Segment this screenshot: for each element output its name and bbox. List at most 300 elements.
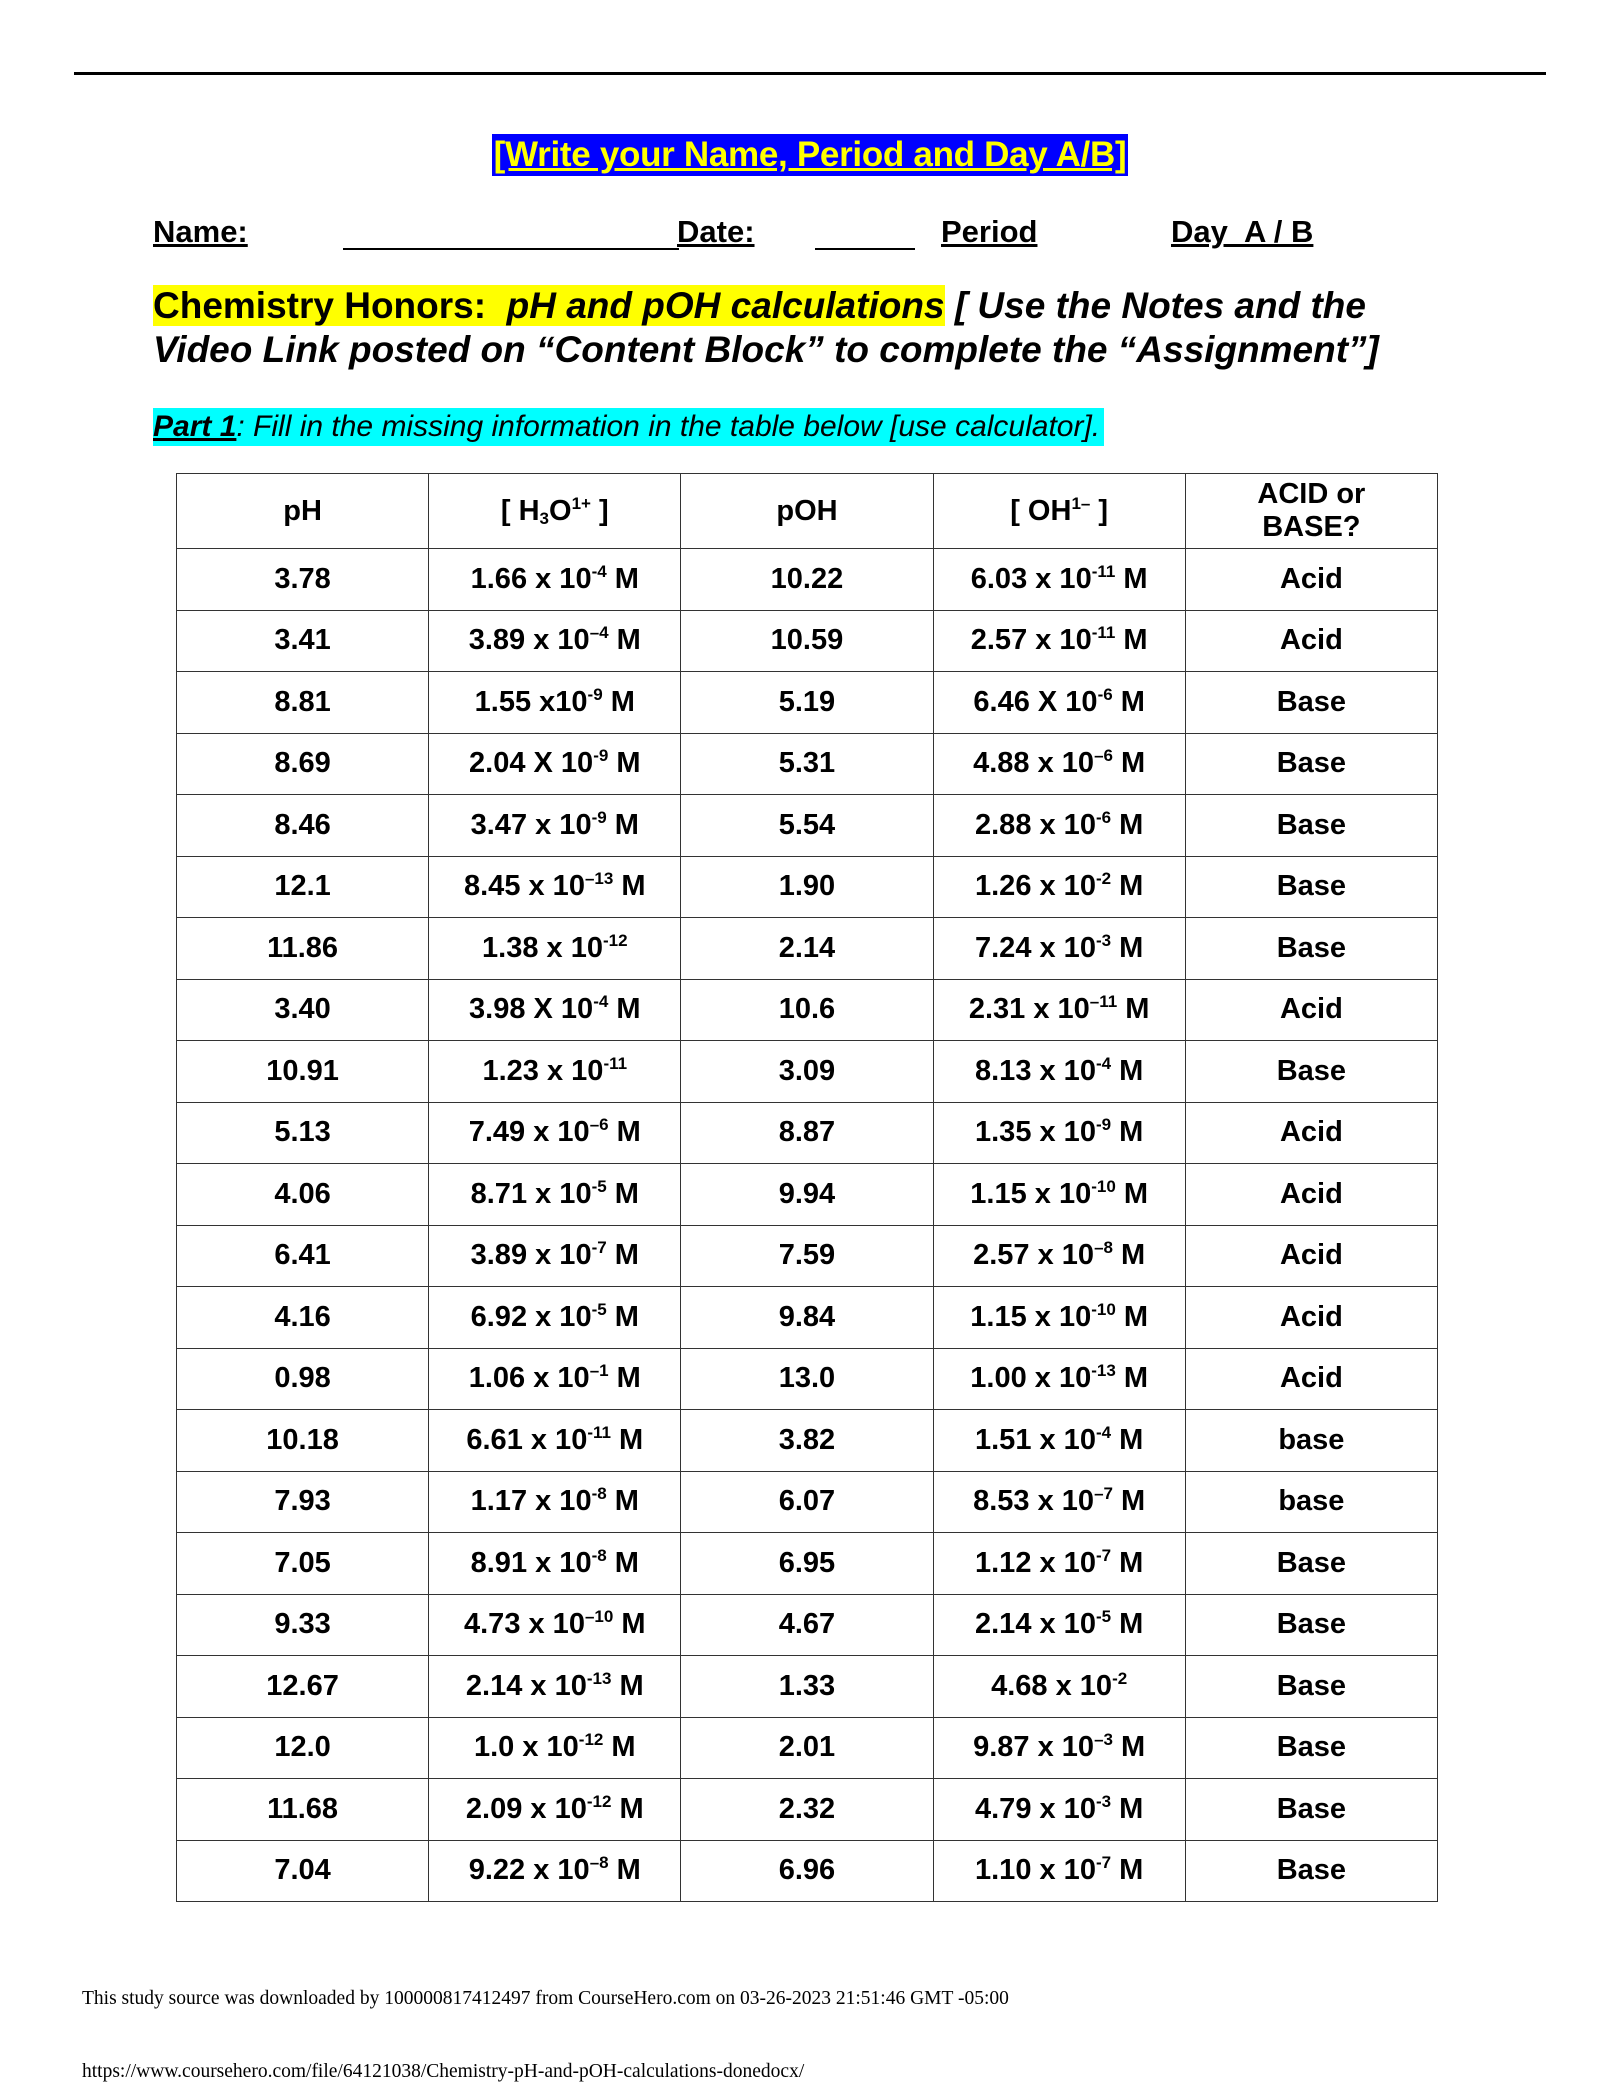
cell-h3o-exponent: –6: [589, 1115, 609, 1135]
cell-ph[interactable]: [177, 1410, 429, 1472]
cell-type-value: Acid: [1279, 1362, 1343, 1395]
cell-type[interactable]: [1185, 1102, 1437, 1164]
cell-h3o-unit: M: [606, 1239, 639, 1272]
cell-h3o-unit: M: [606, 1485, 639, 1518]
cell-h3o-unit: M: [610, 1423, 644, 1456]
cell-type-value: Acid: [1279, 562, 1343, 595]
cell-ph[interactable]: [177, 1225, 429, 1287]
part1-label: Part 1: [153, 410, 237, 443]
cell-h3o[interactable]: [429, 1471, 681, 1533]
cell-ph[interactable]: [177, 549, 429, 611]
cell-h3o[interactable]: [429, 733, 681, 795]
cell-h3o-base: 8.91 x 10: [470, 1546, 592, 1579]
table-row: [177, 1164, 1438, 1226]
cell-h3o-unit: M: [602, 685, 635, 718]
cell-ph-value: 4.16: [274, 1300, 331, 1333]
cell-type-value: Base: [1276, 870, 1347, 903]
cell-ph[interactable]: [177, 979, 429, 1041]
cell-h3o[interactable]: [429, 1348, 681, 1410]
cell-h3o-base: 3.98 X 10: [469, 993, 594, 1026]
ph-poh-table: [176, 473, 1438, 1902]
cell-h3o[interactable]: [429, 1041, 681, 1103]
cell-type[interactable]: [1185, 856, 1437, 918]
table-row: [177, 1471, 1438, 1533]
cell-h3o[interactable]: [429, 1717, 681, 1779]
cell-poh-value: 10.6: [778, 993, 836, 1026]
cell-poh[interactable]: [681, 1840, 933, 1902]
table-row: [177, 610, 1438, 672]
cell-oh[interactable]: [933, 1656, 1185, 1718]
cell-poh-value: 7.59: [778, 1239, 836, 1272]
cell-oh[interactable]: [933, 1779, 1185, 1841]
cell-ph-value: 12.0: [274, 1731, 331, 1764]
cell-oh-base: 1.10 x 10: [975, 1854, 1096, 1887]
cell-ph-value: 8.81: [274, 685, 331, 718]
cell-type[interactable]: [1185, 1410, 1437, 1472]
course-name: Chemistry Honors:: [153, 285, 487, 326]
cell-poh[interactable]: [681, 856, 933, 918]
table-row: [177, 1717, 1438, 1779]
cell-type[interactable]: [1185, 918, 1437, 980]
cell-oh[interactable]: [933, 918, 1185, 980]
cell-h3o-unit: M: [608, 747, 641, 780]
cell-type[interactable]: [1185, 795, 1437, 857]
cell-poh-value: 2.32: [778, 1792, 836, 1825]
cell-ph[interactable]: [177, 1779, 429, 1841]
cell-poh[interactable]: [681, 672, 933, 734]
cell-oh-exponent: -4: [1095, 1422, 1112, 1442]
cell-type[interactable]: [1185, 1779, 1437, 1841]
cell-h3o[interactable]: [429, 1533, 681, 1595]
table-row: [177, 1594, 1438, 1656]
cell-oh-exponent: -5: [1095, 1607, 1112, 1627]
cell-h3o-exponent: -4: [591, 561, 607, 581]
header-h3o-post: ]: [590, 494, 609, 527]
cell-oh[interactable]: [933, 672, 1185, 734]
header-h3o-sup: 1+: [571, 493, 591, 513]
cell-h3o-exponent: –1: [589, 1361, 609, 1381]
cell-oh-unit: M: [1111, 1608, 1144, 1641]
cell-oh[interactable]: [933, 610, 1185, 672]
cell-oh-exponent: -3: [1095, 1791, 1112, 1811]
cell-ph-value: 12.1: [274, 870, 331, 903]
cell-oh[interactable]: [933, 1225, 1185, 1287]
cell-oh-base: 1.12 x 10: [975, 1546, 1096, 1579]
cell-ph[interactable]: [177, 1594, 429, 1656]
cell-oh[interactable]: [933, 795, 1185, 857]
cell-oh-unit: M: [1111, 1792, 1144, 1825]
cell-poh-value: 10.22: [770, 562, 844, 595]
cell-poh[interactable]: [681, 1471, 933, 1533]
cell-type-value: Base: [1276, 1854, 1347, 1887]
cell-h3o[interactable]: [429, 672, 681, 734]
cell-ph-value: 10.91: [266, 1054, 339, 1087]
cell-h3o-exponent: -11: [603, 1053, 628, 1073]
cell-ph[interactable]: [177, 1840, 429, 1902]
cell-poh-value: 6.95: [778, 1546, 836, 1579]
cell-h3o-unit: M: [613, 870, 646, 903]
cell-type-value: Acid: [1279, 1300, 1343, 1333]
cell-oh[interactable]: [933, 1840, 1185, 1902]
instruction-text: [Write your Name, Period and Day A/B]: [493, 135, 1127, 174]
cell-poh[interactable]: [681, 1348, 933, 1410]
cell-h3o-exponent: -12: [578, 1730, 604, 1750]
cell-oh[interactable]: [933, 1102, 1185, 1164]
cell-h3o-base: 7.49 x 10: [468, 1116, 590, 1149]
cell-ph[interactable]: [177, 1533, 429, 1595]
cell-type-value: Base: [1276, 808, 1347, 841]
cell-oh-unit: M: [1111, 1116, 1144, 1149]
table-header-row: [177, 474, 1438, 549]
cell-poh-value: 5.54: [778, 808, 836, 841]
cell-h3o-exponent: –4: [589, 623, 609, 643]
cell-oh-exponent: -2: [1112, 1668, 1128, 1688]
cell-type-value: Acid: [1279, 1116, 1343, 1149]
cell-h3o-base: 3.47 x 10: [470, 808, 592, 841]
cell-ph-value: 9.33: [274, 1608, 331, 1641]
header-oh-sup: 1–: [1071, 493, 1091, 513]
cell-oh-base: 1.51 x 10: [975, 1423, 1096, 1456]
cell-ph[interactable]: [177, 1656, 429, 1718]
cell-h3o-unit: M: [611, 1669, 644, 1702]
cell-type[interactable]: [1185, 1287, 1437, 1349]
cell-h3o-unit: M: [608, 993, 641, 1026]
cell-h3o-unit: M: [608, 1116, 641, 1149]
cell-poh[interactable]: [681, 1533, 933, 1595]
cell-type[interactable]: [1185, 979, 1437, 1041]
cell-poh[interactable]: [681, 1410, 933, 1472]
table-row: [177, 1533, 1438, 1595]
cell-ph[interactable]: [177, 1471, 429, 1533]
cell-type-value: Acid: [1279, 1239, 1343, 1272]
cell-h3o[interactable]: [429, 1410, 681, 1472]
cell-oh[interactable]: [933, 1471, 1185, 1533]
cell-poh[interactable]: [681, 1041, 933, 1103]
table-row: [177, 1656, 1438, 1718]
cell-ph[interactable]: [177, 1041, 429, 1103]
cell-oh-base: 9.87 x 10: [973, 1731, 1095, 1764]
cell-poh-value: 6.07: [778, 1485, 836, 1518]
cell-h3o-unit: M: [611, 1792, 644, 1825]
cell-type[interactable]: [1185, 1717, 1437, 1779]
table-row: [177, 1348, 1438, 1410]
date-blank[interactable]: [815, 248, 915, 250]
cell-oh[interactable]: [933, 1041, 1185, 1103]
cell-h3o-base: 6.61 x 10: [466, 1423, 588, 1456]
cell-ph-value: 8.69: [274, 747, 331, 780]
cell-poh[interactable]: [681, 1287, 933, 1349]
cell-h3o-exponent: -9: [593, 746, 609, 766]
header-oh-pre: [ OH: [1010, 494, 1072, 527]
cell-ph-value: 4.06: [274, 1177, 331, 1210]
table-row: [177, 1041, 1438, 1103]
cell-oh[interactable]: [933, 733, 1185, 795]
cell-ph-value: 11.68: [267, 1792, 339, 1825]
cell-oh[interactable]: [933, 1717, 1185, 1779]
cell-oh-exponent: -3: [1095, 930, 1112, 950]
cell-oh-exponent: –7: [1094, 1484, 1113, 1504]
table-row: [177, 1410, 1438, 1472]
cell-poh-value: 9.94: [778, 1177, 836, 1210]
cell-oh-exponent: -11: [1091, 561, 1116, 581]
cell-h3o-base: 6.92 x 10: [470, 1300, 592, 1333]
cell-oh-unit: M: [1115, 562, 1148, 595]
cell-oh-unit: M: [1111, 1054, 1144, 1087]
cell-oh-exponent: -6: [1095, 807, 1112, 827]
cell-h3o-exponent: -11: [587, 1422, 611, 1442]
cell-poh-value: 3.09: [778, 1054, 836, 1087]
header-type-line1: ACID or: [1257, 478, 1366, 510]
header-ph: [177, 474, 429, 549]
cell-type[interactable]: [1185, 1471, 1437, 1533]
cell-h3o-base: 1.06 x 10: [468, 1362, 590, 1395]
cell-ph[interactable]: [177, 610, 429, 672]
cell-oh-unit: M: [1115, 1362, 1149, 1395]
cell-oh-exponent: -9: [1095, 1115, 1112, 1135]
cell-poh-value: 10.59: [770, 624, 844, 657]
cell-oh-exponent: -7: [1095, 1853, 1112, 1873]
cell-h3o-unit: M: [606, 1177, 639, 1210]
cell-oh-exponent: -4: [1095, 1053, 1112, 1073]
cell-ph-value: 6.41: [274, 1239, 331, 1272]
cell-ph-value: 3.40: [274, 993, 331, 1026]
cell-h3o[interactable]: [429, 795, 681, 857]
cell-h3o[interactable]: [429, 1656, 681, 1718]
cell-h3o-base: 1.17 x 10: [470, 1485, 592, 1518]
cell-type-value: Base: [1276, 685, 1347, 718]
table-row: [177, 1287, 1438, 1349]
cell-poh-value: 5.31: [778, 747, 836, 780]
cell-h3o[interactable]: [429, 979, 681, 1041]
cell-h3o-base: 1.55 x10: [474, 685, 588, 718]
cell-ph[interactable]: [177, 1717, 429, 1779]
cell-ph[interactable]: [177, 733, 429, 795]
table-row: [177, 672, 1438, 734]
cell-oh-base: 7.24 x 10: [975, 931, 1096, 964]
cell-h3o-unit: M: [603, 1731, 636, 1764]
cell-oh[interactable]: [933, 1287, 1185, 1349]
cell-h3o-base: 4.73 x 10: [464, 1608, 585, 1641]
cell-oh-exponent: –11: [1089, 992, 1118, 1012]
cell-oh-unit: M: [1115, 1177, 1149, 1210]
cell-poh[interactable]: [681, 795, 933, 857]
cell-h3o[interactable]: [429, 1594, 681, 1656]
period-label: Period: [941, 214, 1038, 249]
cell-oh[interactable]: [933, 1348, 1185, 1410]
cell-h3o[interactable]: [429, 549, 681, 611]
cell-poh[interactable]: [681, 1779, 933, 1841]
cell-poh-value: 9.84: [778, 1300, 836, 1333]
cell-poh-value: 6.96: [778, 1854, 836, 1887]
table-row: [177, 1779, 1438, 1841]
cell-h3o[interactable]: [429, 610, 681, 672]
cell-oh-base: 8.13 x 10: [975, 1054, 1096, 1087]
cell-type[interactable]: [1185, 610, 1437, 672]
header-type: [1185, 474, 1437, 549]
table-row: [177, 1840, 1438, 1902]
cell-h3o-unit: M: [608, 1362, 641, 1395]
cell-type[interactable]: [1185, 549, 1437, 611]
cell-poh[interactable]: [681, 1225, 933, 1287]
cell-oh[interactable]: [933, 1594, 1185, 1656]
cell-ph[interactable]: [177, 1287, 429, 1349]
cell-oh[interactable]: [933, 1533, 1185, 1595]
cell-h3o-base: 8.71 x 10: [470, 1177, 592, 1210]
cell-oh-unit: M: [1115, 1300, 1149, 1333]
cell-ph[interactable]: [177, 1348, 429, 1410]
cell-type-value: Base: [1276, 1731, 1347, 1764]
cell-poh[interactable]: [681, 979, 933, 1041]
cell-poh[interactable]: [681, 1717, 933, 1779]
cell-oh-unit: M: [1111, 1546, 1144, 1579]
cell-h3o[interactable]: [429, 1287, 681, 1349]
cell-poh[interactable]: [681, 1594, 933, 1656]
cell-poh[interactable]: [681, 1102, 933, 1164]
source-url[interactable]: https://www.coursehero.com/file/64121038/Chemistry-pH-and-pOH-calculations-donedocx/: [82, 2061, 805, 2082]
cell-h3o-unit: M: [606, 1546, 639, 1579]
cell-h3o-unit: M: [606, 808, 639, 841]
cell-type[interactable]: [1185, 1594, 1437, 1656]
cell-oh-exponent: -10: [1091, 1299, 1116, 1319]
cell-type[interactable]: [1185, 1656, 1437, 1718]
cell-type[interactable]: [1185, 1164, 1437, 1226]
cell-type[interactable]: [1185, 1533, 1437, 1595]
header-poh: [681, 474, 933, 549]
cell-ph-value: 3.41: [274, 624, 331, 657]
cell-h3o[interactable]: [429, 1102, 681, 1164]
cell-type[interactable]: [1185, 1840, 1437, 1902]
cell-ph[interactable]: [177, 795, 429, 857]
cell-oh-base: 1.15 x 10: [970, 1177, 1092, 1210]
cell-h3o-exponent: -7: [591, 1238, 607, 1258]
cell-h3o[interactable]: [429, 856, 681, 918]
cell-oh-exponent: -2: [1095, 869, 1112, 889]
cell-oh-base: 4.88 x 10: [973, 747, 1095, 780]
cell-oh-exponent: –8: [1094, 1238, 1113, 1258]
header-h3o-mid: O: [549, 494, 572, 527]
cell-ph-value: 8.46: [274, 808, 331, 841]
cell-type-value: Base: [1276, 1792, 1347, 1825]
table-row: [177, 795, 1438, 857]
cell-type-value: Base: [1276, 747, 1347, 780]
cell-ph[interactable]: [177, 1164, 429, 1226]
cell-type-value: Acid: [1279, 624, 1343, 657]
student-info-line: [153, 214, 1353, 254]
cell-h3o-exponent: –13: [584, 869, 614, 889]
cell-h3o-exponent: -9: [587, 684, 603, 704]
header-type-line2: BASE?: [1262, 511, 1361, 543]
download-note: This study source was downloaded by 100000817412497 from CourseHero.com on 03-26-2023 21:51:46 GMT -05:00: [82, 1988, 1009, 2009]
cell-type[interactable]: [1185, 1225, 1437, 1287]
cell-h3o-unit: M: [606, 1300, 639, 1333]
date-label: Date:: [677, 214, 755, 249]
cell-h3o-base: 1.23 x 10: [482, 1054, 604, 1087]
cell-poh[interactable]: [681, 1164, 933, 1226]
cell-h3o-exponent: –8: [589, 1853, 609, 1873]
cell-type[interactable]: [1185, 733, 1437, 795]
header-ph-text: pH: [283, 494, 322, 527]
header-h3o: [429, 474, 681, 549]
cell-h3o-exponent: -13: [586, 1668, 612, 1688]
name-blank[interactable]: [343, 248, 679, 250]
cell-h3o-base: 2.14 x 10: [465, 1669, 587, 1702]
cell-h3o[interactable]: [429, 918, 681, 980]
table-row: [177, 856, 1438, 918]
cell-oh-exponent: -10: [1091, 1176, 1116, 1196]
cell-ph-value: 12.67: [266, 1669, 339, 1702]
cell-oh-unit: M: [1117, 993, 1150, 1026]
table-row: [177, 918, 1438, 980]
cell-oh[interactable]: [933, 549, 1185, 611]
cell-type-value: Base: [1276, 1054, 1347, 1087]
cell-ph[interactable]: [177, 672, 429, 734]
cell-h3o[interactable]: [429, 1840, 681, 1902]
cell-h3o[interactable]: [429, 1164, 681, 1226]
cell-poh[interactable]: [681, 1656, 933, 1718]
cell-oh-unit: M: [1111, 808, 1144, 841]
cell-h3o-unit: M: [608, 1854, 641, 1887]
cell-h3o-exponent: -8: [591, 1545, 607, 1565]
cell-ph[interactable]: [177, 918, 429, 980]
header-h3o-pre: [ H: [500, 494, 540, 527]
header-oh: [933, 474, 1185, 549]
cell-oh-exponent: -7: [1095, 1545, 1112, 1565]
cell-ph-value: 3.78: [274, 562, 331, 595]
cell-h3o-exponent: –10: [584, 1607, 614, 1627]
cell-oh-base: 4.68 x 10: [991, 1669, 1113, 1702]
cell-poh[interactable]: [681, 549, 933, 611]
cell-oh[interactable]: [933, 856, 1185, 918]
cell-h3o-base: 3.89 x 10: [468, 624, 590, 657]
table-body: [177, 549, 1438, 1902]
cell-oh[interactable]: [933, 1164, 1185, 1226]
part1-text: : Fill in the missing information in the table below [use calculator].: [236, 410, 1101, 443]
cell-ph[interactable]: [177, 856, 429, 918]
cell-poh[interactable]: [681, 918, 933, 980]
cell-poh-value: 13.0: [778, 1362, 836, 1395]
table-row: [177, 1102, 1438, 1164]
cell-h3o-unit: M: [608, 624, 641, 657]
cell-oh[interactable]: [933, 979, 1185, 1041]
cell-poh[interactable]: [681, 733, 933, 795]
cell-type-value: base: [1278, 1485, 1345, 1518]
cell-h3o-exponent: -5: [591, 1176, 607, 1196]
cell-oh-base: 2.57 x 10: [973, 1239, 1095, 1272]
cell-oh-unit: M: [1112, 685, 1145, 718]
cell-ph[interactable]: [177, 1102, 429, 1164]
cell-poh[interactable]: [681, 610, 933, 672]
cell-type-value: Base: [1276, 1669, 1347, 1702]
cell-poh-value: 5.19: [778, 685, 836, 718]
cell-oh[interactable]: [933, 1410, 1185, 1472]
cell-h3o[interactable]: [429, 1225, 681, 1287]
cell-oh-unit: M: [1112, 1239, 1146, 1272]
cell-type[interactable]: [1185, 1348, 1437, 1410]
cell-type-value: Acid: [1279, 993, 1343, 1026]
cell-h3o[interactable]: [429, 1779, 681, 1841]
cell-type[interactable]: [1185, 1041, 1437, 1103]
header-h3o-sub: 3: [539, 508, 550, 528]
cell-ph-value: 0.98: [274, 1362, 331, 1395]
cell-type[interactable]: [1185, 672, 1437, 734]
assignment-title: [153, 284, 1413, 372]
cell-oh-base: 2.88 x 10: [975, 808, 1096, 841]
cell-oh-exponent: –6: [1094, 746, 1113, 766]
cell-ph-value: 10.18: [266, 1423, 339, 1456]
cell-h3o-base: 3.89 x 10: [470, 1239, 592, 1272]
cell-poh-value: 2.14: [778, 931, 836, 964]
table-row: [177, 733, 1438, 795]
